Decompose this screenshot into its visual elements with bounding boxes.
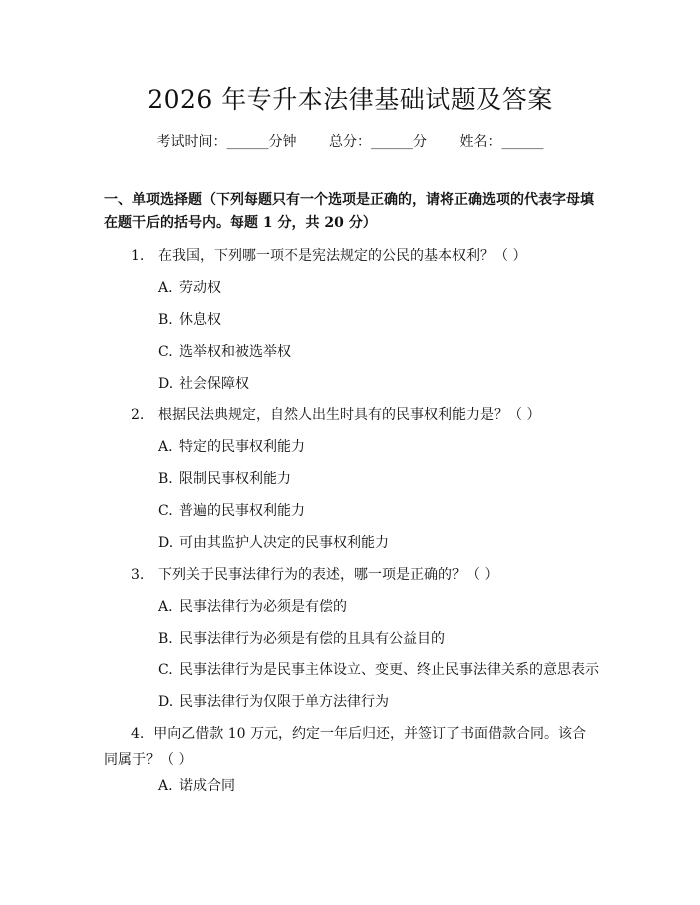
option-3a: [158, 596, 347, 616]
option-text: 可由其监护人决定的民事权利能力: [179, 535, 389, 551]
option-1d: [158, 373, 249, 393]
option-4a: [158, 775, 235, 795]
option-1c: [158, 341, 291, 361]
student-name: 姓名：______: [459, 134, 544, 150]
document-title: 2026 年专升本法律基础试题及答案: [147, 85, 553, 114]
option-text: 限制民事权利能力: [179, 471, 291, 487]
option-1b: [158, 309, 221, 329]
exam-time: 考试时间：______分钟: [156, 134, 297, 150]
option-3b: [158, 628, 445, 648]
question-2: [131, 404, 540, 424]
question-number: 3.: [131, 567, 145, 583]
option-text: 劳动权: [179, 280, 221, 296]
question-text: 下列关于民事法律行为的表述，哪一项是正确的？（ ）: [158, 567, 499, 583]
option-letter: A.: [158, 778, 173, 794]
question-text: 甲向乙借款 10 万元，约定一年后归还，并签订了书面借款合同。该合同属于？（ ）: [104, 726, 586, 768]
option-text: 民事法律行为是民事主体设立、变更、终止民事法律关系的意思表示: [179, 662, 599, 678]
question-text: 在我国，下列哪一项不是宪法规定的公民的基本权利？（ ）: [158, 248, 527, 264]
option-letter: B.: [158, 631, 173, 647]
option-text: 特定的民事权利能力: [179, 439, 305, 455]
option-text: 民事法律行为必须是有偿的: [179, 599, 347, 615]
option-letter: D.: [158, 376, 174, 392]
option-2b: [158, 468, 291, 488]
option-text: 社会保障权: [179, 376, 249, 392]
option-text: 普遍的民事权利能力: [179, 503, 305, 519]
option-2d: [158, 532, 389, 552]
option-letter: A.: [158, 280, 173, 296]
question-number: 1.: [131, 248, 145, 264]
option-3d: [158, 691, 389, 711]
option-letter: A.: [158, 599, 173, 615]
option-2c: [158, 500, 305, 520]
question-3: [131, 564, 498, 584]
exam-meta: [0, 131, 700, 151]
option-2a: [158, 436, 305, 456]
option-letter: A.: [158, 439, 173, 455]
question-number: 4.: [131, 726, 145, 742]
option-letter: C.: [158, 344, 173, 360]
option-text: 选举权和被选举权: [179, 344, 291, 360]
option-letter: B.: [158, 471, 173, 487]
option-letter: D.: [158, 694, 174, 710]
option-letter: C.: [158, 662, 173, 678]
section-heading: 一、单项选择题（下列每题只有一个选项是正确的，请将正确选项的代表字母填在题干后的括号内。每题 1 分，共 20 分）: [104, 192, 594, 231]
option-text: 民事法律行为仅限于单方法律行为: [179, 694, 389, 710]
question-1: [131, 245, 526, 265]
option-3c: [158, 659, 599, 679]
option-letter: D.: [158, 535, 174, 551]
option-text: 诺成合同: [179, 778, 235, 794]
option-1a: [158, 277, 221, 297]
question-text: 根据民法典规定，自然人出生时具有的民事权利能力是？（ ）: [158, 407, 541, 423]
total-score: 总分：______分: [329, 134, 427, 150]
option-letter: C.: [158, 503, 173, 519]
question-number: 2.: [131, 407, 145, 423]
option-letter: B.: [158, 312, 173, 328]
option-text: 休息权: [179, 312, 221, 328]
question-4: [104, 721, 596, 773]
option-text: 民事法律行为必须是有偿的且具有公益目的: [179, 631, 445, 647]
